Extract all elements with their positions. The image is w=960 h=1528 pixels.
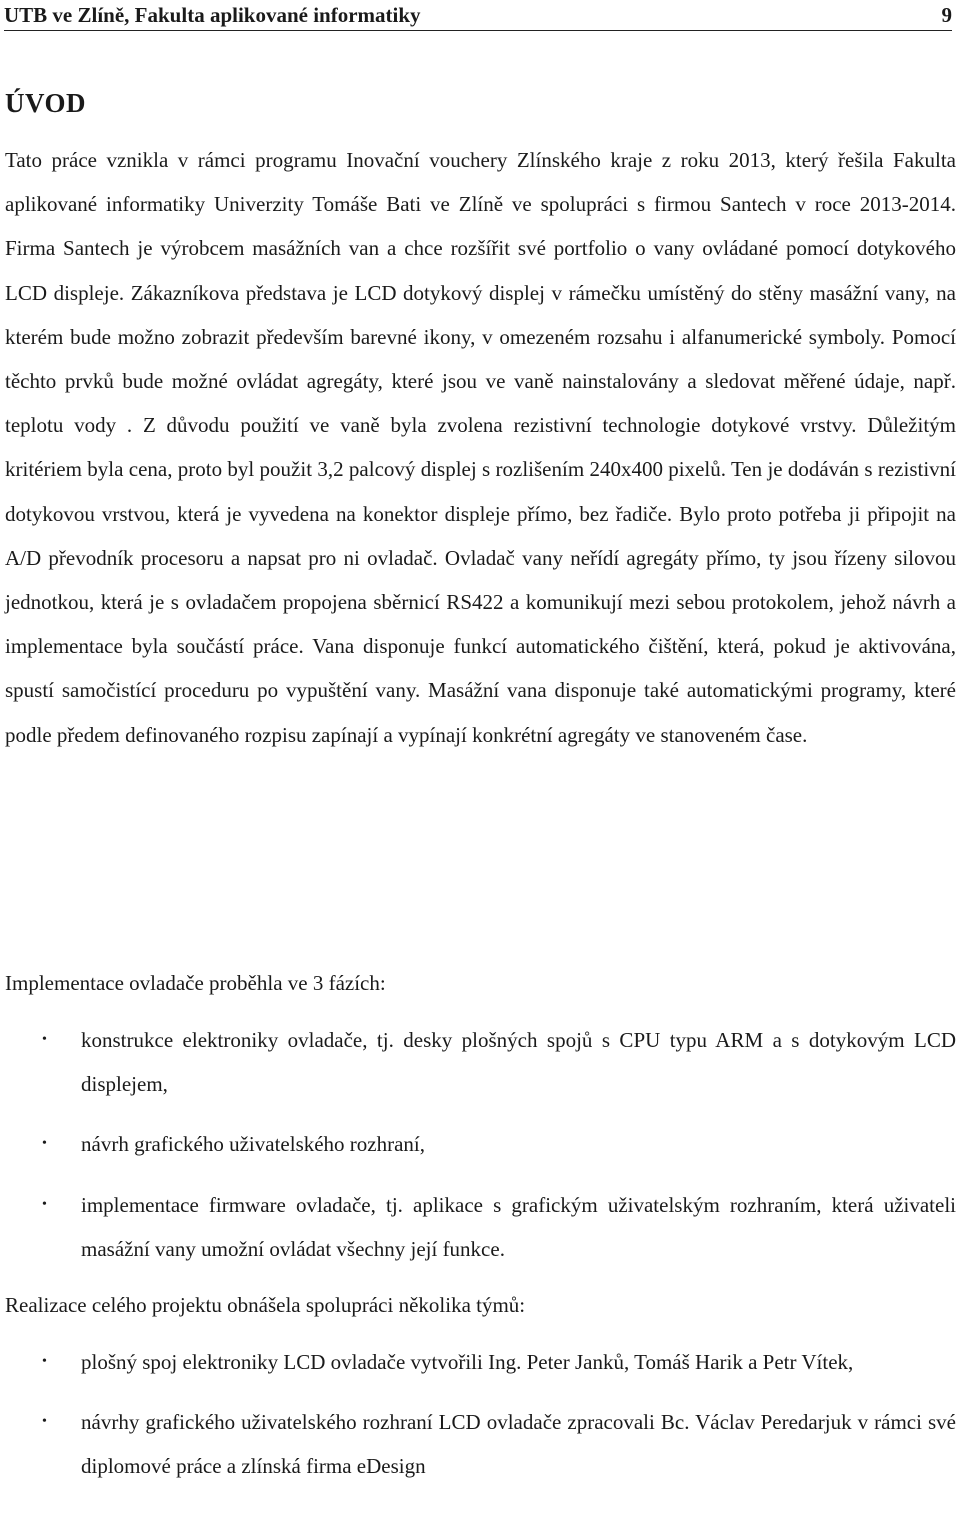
list-item [0, 1183, 956, 1271]
chapter-title: ÚVOD [5, 88, 86, 118]
list-item [0, 1018, 956, 1106]
list-item [0, 1340, 956, 1384]
page-header [4, 0, 952, 31]
bullet-icon: • [42, 1032, 47, 1047]
bullet-icon: • [42, 1354, 47, 1369]
page-number: 9 [941, 2, 952, 27]
list-item [0, 1122, 956, 1166]
bullet-icon: • [42, 1414, 47, 1430]
teams-list [0, 1340, 956, 1489]
list-item-text: návrh grafického uživatelského rozhraní, [81, 1132, 426, 1157]
teams-lead: Realizace celého projektu obnášela spolupráci několika týmů: [5, 1293, 526, 1317]
intro-paragraph: Tato práce vznikla v rámci programu Inovační vouchery Zlínského kraje z roku 2013, který řešila Fakulta aplikované informatiky Univerzity Tomáše Bati ve Zlíně ve spolupráci s firmou Santech v roce 2013-2014. Firma Santech je výrobcem masážních van a chce rozšířit své portfolio o vany ovládané pomocí dotykového LCD displeje. Zákazníkova představa je LCD dotykový displej v rámečku umístěný do stěny masážní vany, na kterém bude možno zobrazit především barevné ikony, v omezeném rozsahu i alfanumerické symboly. Pomocí těchto prvků bude možné ovládat agregáty, které jsou ve vaně nainstalovány a sledovat měřené údaje, např. teplotu vody . Z důvodu použití ve vaně byla zvolena rezistivní technologie dotykové vrstvy. Důležitým kritériem byla cena, proto byl použit 3,2 palcový displej s rozlišením 240x400 pixelů. Ten je dodáván s rezistivní dotykovou vrstvou, která je vyvedena na konektor displeje přímo, bez řadiče. Bylo proto potřeba ji připojit na A/D převodník procesoru a napsat pro ni ovladač. Ovladač vany neřídí agregáty přímo, ty jsou řízeny silovou jednotkou, která je s ovladačem propojena sběrnicí RS422 a komunikují mezi sebou protokolem, jehož návrh a implementace byla součástí práce. Vana disponuje funkcí automatického čištění, která, pokud je aktivována, spustí samočistící proceduru po vypuštění vany. Masážní vana disponuje také automatickými programy, které podle předem definovaného rozpisu zapínají a vypínají konkrétní agregáty ve stanoveném čase. [5, 148, 956, 747]
header-institution: UTB ve Zlíně, Fakulta aplikované informatiky [4, 2, 421, 27]
list-item-text: plošný spoj elektroniky LCD ovladače vytvořili Ing. Peter Janků, Tomáš Harik a Petr Vítek, [81, 1350, 854, 1374]
list-item-text: návrhy grafického uživatelského rozhraní LCD ovladače zpracovali Bc. Václav Peredarjuk v rámci své diplomové práce a zlínská firma eDesign [81, 1410, 956, 1479]
implementation-list [0, 1018, 956, 1271]
list-item [0, 1400, 956, 1488]
bullet-icon: • [42, 1136, 47, 1152]
bullet-icon: • [42, 1196, 47, 1212]
list-item-text: konstrukce elektroniky ovladače, tj. desky plošných spojů s CPU typu ARM a s dotykovým LCD displejem, [81, 1028, 956, 1097]
list-item-text: implementace firmware ovladače, tj. aplikace s grafickým uživatelským rozhraním, která uživateli masážní vany umožní ovládat všechny její funkce. [81, 1192, 956, 1261]
implementation-lead: Implementace ovladače proběhla ve 3 fázích: [5, 971, 386, 995]
